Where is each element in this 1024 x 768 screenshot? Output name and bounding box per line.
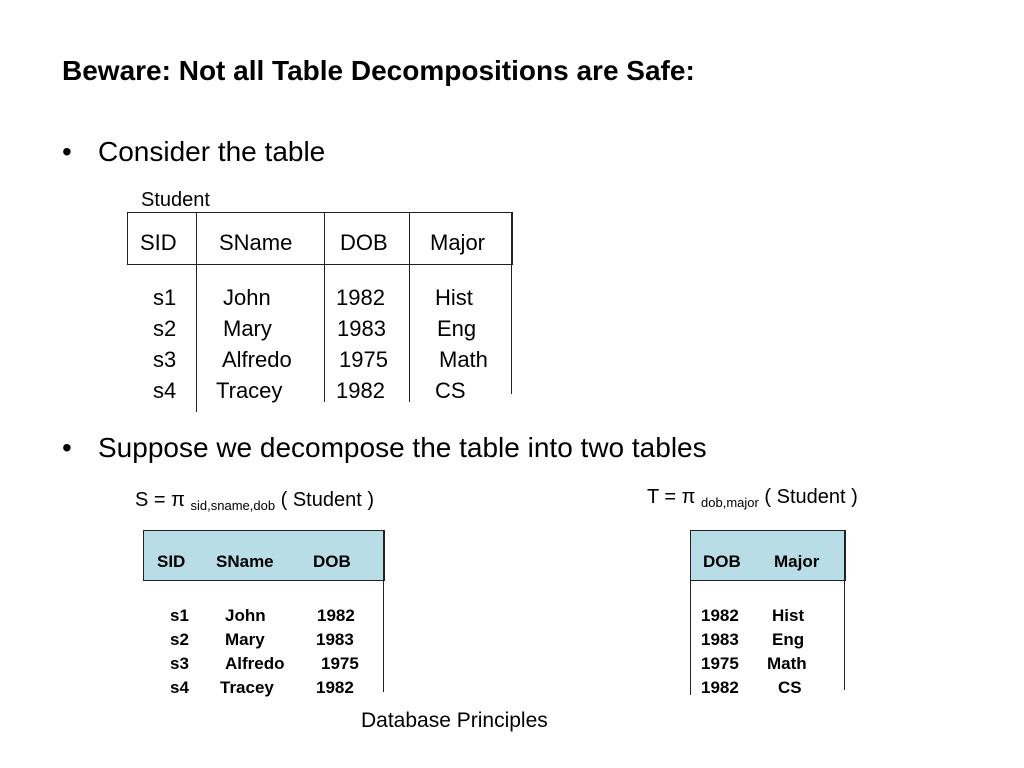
cell: 1983 bbox=[337, 316, 386, 341]
slide-title: Beware: Not all Table Decompositions are Safe: bbox=[62, 55, 695, 86]
cell: s4 bbox=[153, 378, 177, 403]
header-dob: DOB bbox=[313, 552, 351, 571]
cell: Mary bbox=[225, 630, 265, 649]
cell: John bbox=[225, 606, 266, 625]
cell: Math bbox=[767, 654, 807, 673]
column-divider bbox=[844, 530, 845, 690]
bullet-suppose bbox=[62, 432, 707, 464]
column-divider bbox=[409, 212, 410, 402]
caption-prefix: T = π bbox=[647, 486, 696, 508]
header-major: Major bbox=[774, 552, 820, 571]
cell: CS bbox=[435, 378, 466, 403]
header-dob: DOB bbox=[340, 230, 388, 255]
cell: s1 bbox=[170, 606, 189, 625]
caption-subscript: sid,sname,dob bbox=[190, 498, 276, 513]
cell: Eng bbox=[437, 316, 477, 341]
header-major: Major bbox=[430, 230, 486, 255]
s-table bbox=[143, 530, 385, 700]
cell: Mary bbox=[223, 316, 272, 341]
cell: 1982 bbox=[701, 678, 739, 697]
cell: s2 bbox=[153, 316, 177, 341]
cell: 1982 bbox=[336, 285, 385, 310]
bullet-dot: • bbox=[62, 136, 72, 167]
cell: Math bbox=[439, 347, 488, 372]
column-divider bbox=[690, 530, 691, 695]
t-projection-caption bbox=[647, 486, 858, 510]
cell: s3 bbox=[170, 654, 189, 673]
student-caption: Student bbox=[141, 189, 210, 211]
bullet-text: Suppose we decompose the table into two tables bbox=[98, 432, 707, 463]
cell: 1982 bbox=[336, 378, 385, 403]
column-divider bbox=[383, 530, 384, 692]
header-sid: SID bbox=[157, 552, 186, 571]
caption-suffix: ( Student ) bbox=[280, 489, 375, 511]
column-divider bbox=[196, 212, 197, 412]
column-divider bbox=[324, 212, 325, 402]
header-sname: SName bbox=[216, 552, 274, 571]
column-divider bbox=[511, 212, 512, 394]
cell: s3 bbox=[153, 347, 177, 372]
cell: 1975 bbox=[701, 654, 739, 673]
header-sname: SName bbox=[219, 230, 293, 255]
header-dob: DOB bbox=[703, 552, 741, 571]
bullet-dot: • bbox=[62, 432, 72, 463]
cell: s1 bbox=[153, 285, 177, 310]
cell: John bbox=[223, 285, 271, 310]
bullet-text: Consider the table bbox=[98, 136, 326, 167]
student-table bbox=[127, 212, 513, 412]
t-table bbox=[690, 530, 846, 695]
cell: s4 bbox=[170, 678, 189, 697]
cell: 1983 bbox=[316, 630, 354, 649]
footer-text: Database Principles bbox=[361, 709, 548, 732]
cell: 1982 bbox=[701, 606, 739, 625]
header-sid: SID bbox=[140, 230, 177, 255]
cell: 1975 bbox=[339, 347, 388, 372]
cell: Alfredo bbox=[225, 654, 285, 673]
cell: Hist bbox=[435, 285, 473, 310]
cell: Eng bbox=[772, 630, 805, 649]
cell: CS bbox=[778, 678, 802, 697]
cell: Alfredo bbox=[222, 347, 292, 372]
caption-subscript: dob,major bbox=[701, 495, 759, 510]
cell: Tracey bbox=[216, 378, 283, 403]
cell: Tracey bbox=[220, 678, 274, 697]
cell: s2 bbox=[170, 630, 189, 649]
s-projection-caption bbox=[135, 489, 374, 513]
cell: 1983 bbox=[701, 630, 739, 649]
bullet-consider bbox=[62, 136, 325, 168]
cell: Hist bbox=[772, 606, 805, 625]
cell: 1982 bbox=[316, 678, 354, 697]
cell: 1982 bbox=[317, 606, 355, 625]
caption-suffix: ( Student ) bbox=[764, 486, 858, 508]
cell: 1975 bbox=[321, 654, 359, 673]
caption-prefix: S = π bbox=[135, 489, 185, 511]
